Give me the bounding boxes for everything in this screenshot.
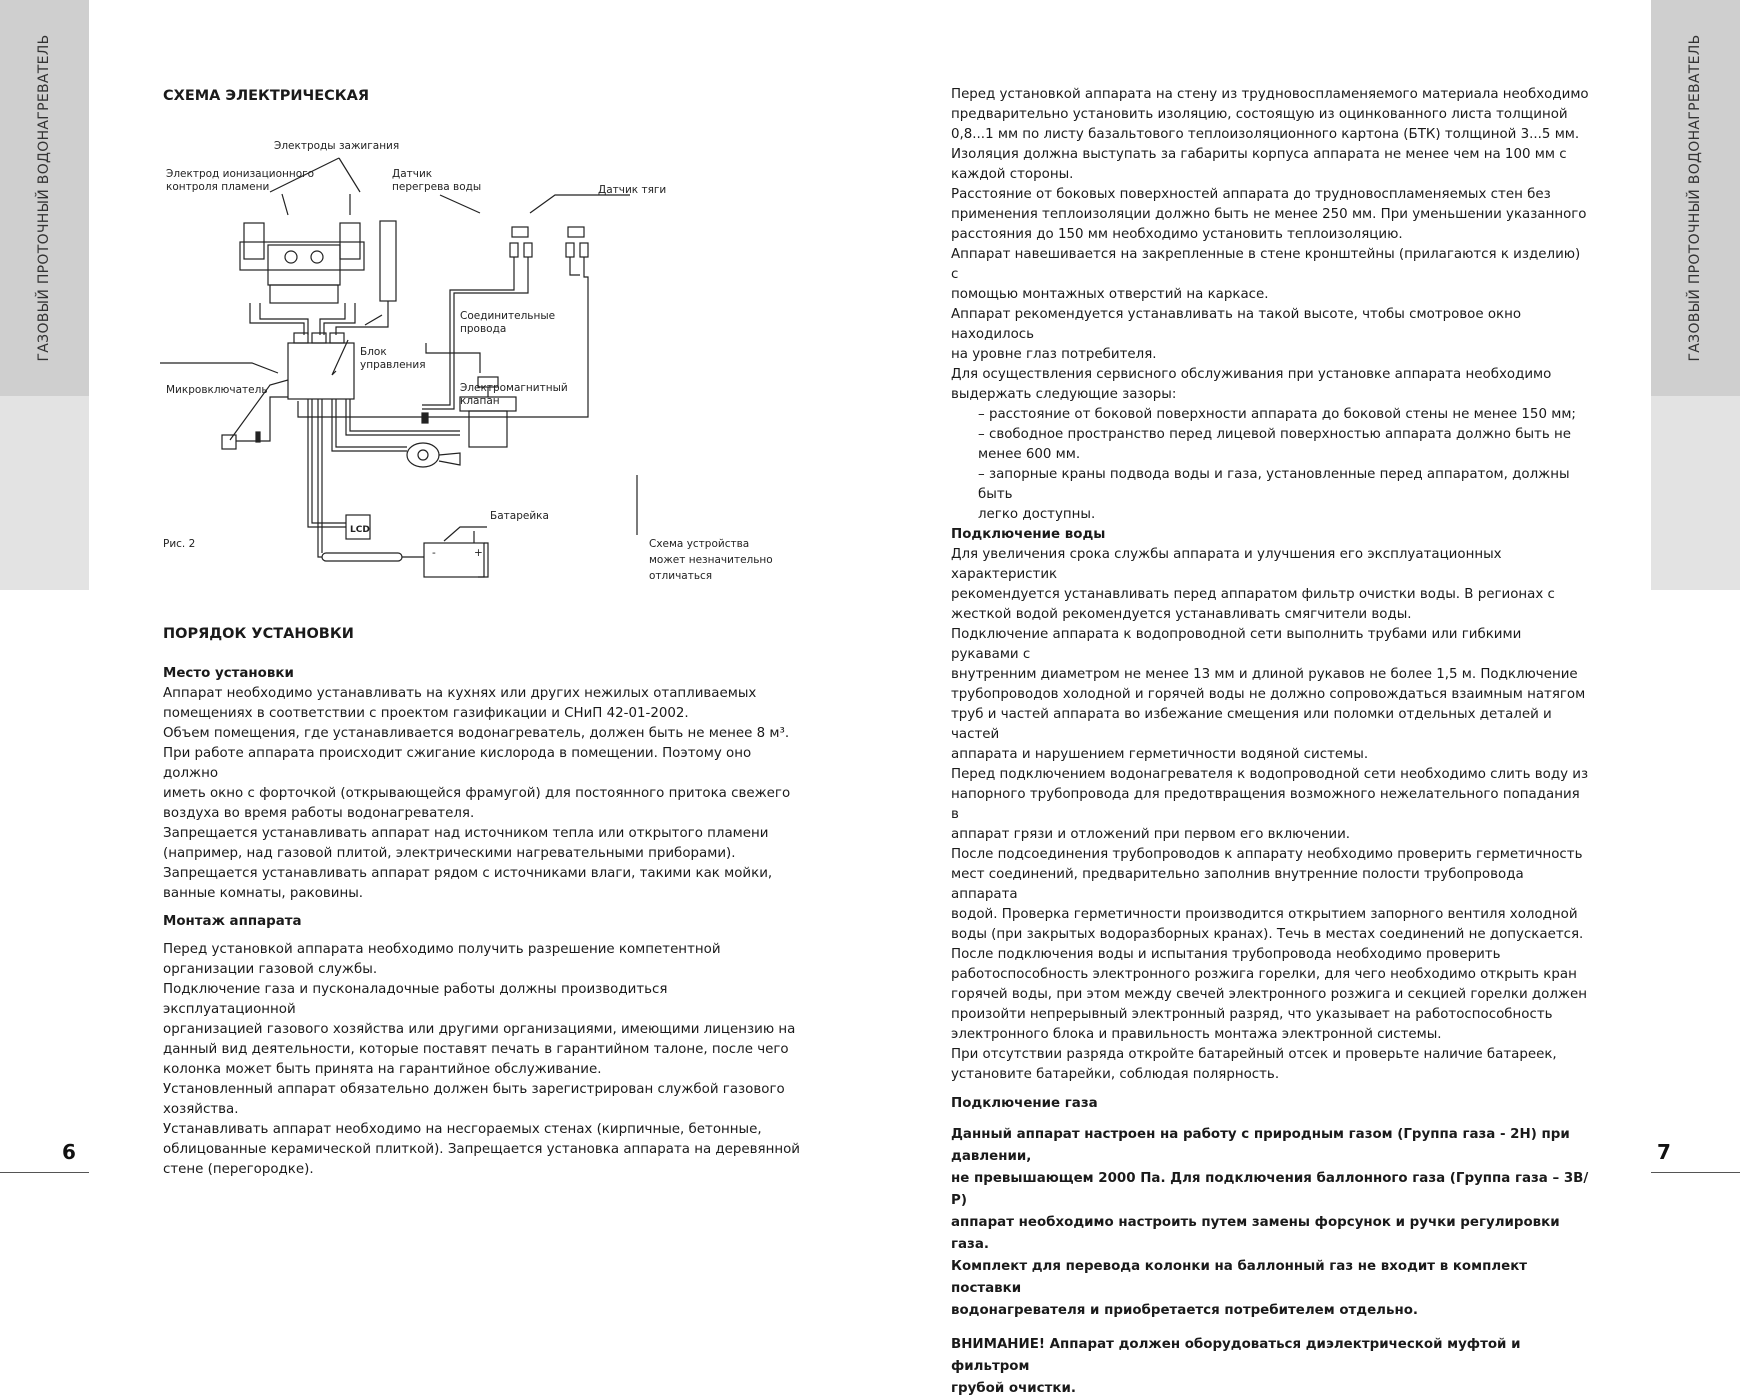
water-title: Подключение воды <box>951 527 1106 542</box>
right-column <box>951 85 1591 1400</box>
draft-sensor-pin-l <box>566 243 574 257</box>
battery-cable-wire <box>318 399 322 557</box>
burner-base <box>270 285 338 303</box>
side-tab-right <box>1651 0 1740 590</box>
mount-text <box>163 940 803 1180</box>
draft-sensor-pin-r <box>580 243 588 257</box>
warning-line: ВНИМАНИЕ! Аппарат должен оборудоваться диэлектрической муфтой и фильтром <box>951 1337 1521 1374</box>
side-title-right: ГАЗОВЫЙ ПРОТОЧНЫЙ ВОДОНАГРЕВАТЕЛЬ <box>1687 34 1703 362</box>
label-valve-2: клапан <box>460 395 500 407</box>
mount-title: Монтаж аппарата <box>163 914 302 929</box>
battery-callout <box>444 527 487 541</box>
intro-line: Перед установкой аппарата на стену из трудновоспламеняемого материала необходимо <box>951 87 1589 102</box>
page-divider-right <box>1651 1172 1740 1173</box>
gap-line: – свободное пространство перед лицевой поверхностью аппарата должно быть не <box>978 427 1571 442</box>
water-line: мест соединений, предварительно заполнив внутренние полости трубопровода аппарата <box>951 867 1524 902</box>
water-line: Для увеличения срока службы аппарата и улучшения его эксплуатационных характеристик <box>951 547 1502 582</box>
mount-line: стене (перегородке). <box>163 1162 314 1177</box>
page-number-right: 7 <box>1657 1140 1671 1164</box>
label-minus: - <box>432 547 436 559</box>
install-title: ПОРЯДОК УСТАНОВКИ <box>163 626 354 642</box>
overheat-sensor-top <box>512 227 528 237</box>
wire-electrode-e <box>336 301 388 335</box>
wiring-diagram <box>160 135 790 590</box>
gas-line: Комплект для перевода колонки на баллонный газ не входит в комплект поставки <box>951 1259 1528 1296</box>
place-line: (например, над газовой плитой, электрическими нагревательными приборами). <box>163 846 736 861</box>
intro-line: предварительно установить изоляцию, состоящую из оцинкованного листа толщиной <box>951 107 1568 122</box>
lcd-wires <box>308 399 346 527</box>
label-control-1: Блок <box>360 346 387 358</box>
gap-list <box>951 405 1591 525</box>
water-line: Подключение аппарата к водопроводной сети выполнить трубами или гибкими рукавами с <box>951 627 1522 662</box>
place-line: ванные комнаты, раковины. <box>163 886 364 901</box>
label-electrodes: Электроды зажигания <box>274 140 400 152</box>
intro-line: Аппарат навешивается на закрепленные в стене кронштейны (прилагаются к изделию) с <box>951 247 1581 282</box>
mount-line: Установленный аппарат обязательно должен быть зарегистрирован службой газового <box>163 1082 785 1097</box>
bracket <box>240 242 364 270</box>
gas-title: Подключение газа <box>951 1096 1098 1111</box>
label-ionization-2: контроля пламени <box>166 181 270 193</box>
water-line: произойти непрерывный электронный разряд, что указывает на работоспособность <box>951 1007 1553 1022</box>
microswitch-wire-2 <box>236 397 288 441</box>
water-line: водой. Проверка герметичности производится открытием запорного вентиля холодной <box>951 907 1578 922</box>
mount-line: колонка может быть принята на гарантийное обслуживание. <box>163 1062 602 1077</box>
water-line: жесткой водой рекомендуется устанавливать смягчители воды. <box>951 607 1412 622</box>
water-line: труб и частей аппарата во избежание смещения или поломки отдельных деталей и частей <box>951 707 1552 742</box>
gap-line: менее 600 мм. <box>978 447 1081 462</box>
water-line: Перед подключением водонагревателя к водопроводной сети необходимо слить воду из <box>951 767 1589 782</box>
scheme-title: СХЕМА ЭЛЕКТРИЧЕСКАЯ <box>163 88 370 104</box>
water-text <box>951 545 1591 1085</box>
intro-line: выдержать следующие зазоры: <box>951 387 1177 402</box>
water-line: электронного блока и правильность монтажа электронной системы. <box>951 1027 1442 1042</box>
label-battery: Батарейка <box>490 510 549 522</box>
connector-3 <box>330 333 344 343</box>
water-line: горячей воды, при этом между свечей электронного розжига и секцией горелки должен <box>951 987 1587 1002</box>
scheme-section <box>163 86 803 106</box>
electrode-middle <box>340 223 360 259</box>
intro-line: помощью монтажных отверстий на каркасе. <box>951 287 1269 302</box>
water-line: воды (при закрытых водоразборных кранах). Течь в местах соединений не допускается. <box>951 927 1584 942</box>
gap-line: – запорные краны подвода воды и газа, установленные перед аппаратом, должны быть <box>978 467 1570 502</box>
electrode-right <box>380 221 396 301</box>
water-line: трубопроводов холодной и горячей воды не должно сопровождаться взаимным натягом <box>951 687 1586 702</box>
switch-connector-mark <box>256 432 260 442</box>
intro-line: Аппарат рекомендуется устанавливать на такой высоте, чтобы смотровое окно находилось <box>951 307 1522 342</box>
label-microswitch: Микровключатель <box>166 384 268 396</box>
gas-line: не превышающем 2000 Па. Для подключения баллонного газа (Группа газа – 3В/Р) <box>951 1171 1589 1208</box>
microswitch-callout <box>160 363 278 373</box>
intro-line: 0,8...1 мм по листу базальтового теплоизоляционного картона (БТК) толщиной 3...5 мм. <box>951 127 1580 142</box>
intro-text <box>951 85 1591 405</box>
water-line: После подключения воды и испытания трубопровода необходимо проверить <box>951 947 1501 962</box>
label-note-2: может незначительно <box>649 554 773 566</box>
screw-left <box>285 251 297 263</box>
wire-electrode-b <box>260 303 308 335</box>
flow-wires <box>332 399 407 451</box>
place-line: помещениях в соответствии с проектом газификации и СНиП 42-01-2002. <box>163 706 689 721</box>
water-line: внутренним диаметром не менее 13 мм и длиной рукавов не более 1,5 м. Подключение <box>951 667 1578 682</box>
gap-line: – расстояние от боковой поверхности аппарата до боковой стены не менее 150 мм; <box>978 407 1576 422</box>
draft-sensor-top <box>568 227 584 237</box>
water-line: аппарата и нарушением герметичности водяной системы. <box>951 747 1369 762</box>
warning-text <box>951 1334 1591 1400</box>
label-overheat-1: Датчик <box>392 168 433 180</box>
burner-block <box>268 245 340 285</box>
gap-line: легко доступны. <box>978 507 1096 522</box>
valve-callout <box>426 343 480 373</box>
control-block <box>288 343 354 399</box>
connector-1 <box>294 333 308 343</box>
warning-line: грубой очистки. <box>951 1381 1076 1396</box>
water-line: напорного трубопровода для предотвращения возможного нежелательного попадания в <box>951 787 1580 822</box>
mount-line: Подключение газа и пусконаладочные работы должны производиться эксплуатационной <box>163 982 668 1017</box>
label-wires-1: Соединительные <box>460 310 556 322</box>
place-line: При работе аппарата происходит сжигание кислорода в помещении. Поэтому оно должно <box>163 746 752 781</box>
draft-wire-1 <box>570 257 580 275</box>
label-note-1: Схема устройства <box>649 538 750 550</box>
water-line: рекомендуется устанавливать перед аппаратом фильтр очистки воды. В регионах с <box>951 587 1555 602</box>
connector-mark <box>422 413 428 423</box>
water-line: работоспособность электронного розжига горелки, для чего необходимо открыть кран <box>951 967 1577 982</box>
intro-line: применения теплоизоляции должно быть не менее 250 мм. При уменьшении указанного <box>951 207 1587 222</box>
label-fig: Рис. 2 <box>163 538 196 550</box>
label-control-2: управления <box>360 359 426 371</box>
water-line: После подсоединения трубопроводов к аппарату необходимо проверить герметичность <box>951 847 1583 862</box>
battery-cable <box>322 553 402 561</box>
mount-line: Перед установкой аппарата необходимо получить разрешение компетентной <box>163 942 721 957</box>
ionization-callout <box>282 194 288 215</box>
mount-line: данный вид деятельности, которые поставят печать в гарантийном талоне, после чего <box>163 1042 789 1057</box>
gas-text <box>951 1124 1591 1322</box>
intro-line: каждой стороны. <box>951 167 1074 182</box>
intro-line: Изоляция должна выступать за габариты корпуса аппарата не менее чем на 100 мм с <box>951 147 1567 162</box>
gas-line: водонагревателя и приобретается потребителем отдельно. <box>951 1303 1418 1318</box>
microswitch-body <box>222 435 236 449</box>
water-line: При отсутствии разряда откройте батарейный отсек и проверьте наличие батареек, <box>951 1047 1557 1062</box>
label-valve-1: Электромагнитный <box>460 382 568 394</box>
install-section <box>163 624 803 1180</box>
side-title-left: ГАЗОВЫЙ ПРОТОЧНЫЙ ВОДОНАГРЕВАТЕЛЬ <box>36 34 52 362</box>
screw-right <box>311 251 323 263</box>
page-divider-left <box>0 1172 89 1173</box>
intro-line: Расстояние от боковых поверхностей аппарата до трудновоспламеняемых стен без <box>951 187 1551 202</box>
mount-line: организации газовой службы. <box>163 962 378 977</box>
intro-line: расстояния до 150 мм необходимо установить теплоизоляцию. <box>951 227 1403 242</box>
place-line: Аппарат необходимо устанавливать на кухнях или других нежилых отапливаемых <box>163 686 757 701</box>
side-tab-left <box>0 0 89 590</box>
place-line: Запрещается устанавливать аппарат рядом с источниками влаги, такими как мойки, <box>163 866 773 881</box>
label-lcd: LCD <box>350 525 370 535</box>
place-line: Объем помещения, где устанавливается водонагреватель, должен быть не менее 8 м³. <box>163 726 790 741</box>
sensor-callouts <box>440 195 630 213</box>
label-ionization-1: Электрод ионизационного <box>166 168 315 180</box>
intro-line: на уровне глаз потребителя. <box>951 347 1157 362</box>
place-title: Место установки <box>163 666 294 681</box>
overheat-sensor-pin-r <box>524 243 532 257</box>
place-text <box>163 684 803 904</box>
overheat-sensor-pin-l <box>510 243 518 257</box>
place-line: Запрещается устанавливать аппарат над источником тепла или открытого пламени <box>163 826 769 841</box>
place-line: воздуха во время работы водонагревателя. <box>163 806 475 821</box>
label-note-3: отличаться <box>649 570 713 582</box>
mount-line: хозяйства. <box>163 1102 239 1117</box>
flow-sensor <box>407 443 439 467</box>
electrode-left <box>244 223 264 259</box>
gas-line: аппарат необходимо настроить путем замены форсунок и ручки регулировки газа. <box>951 1215 1560 1252</box>
mount-line: облицованные керамической плиткой). Запрещается установка аппарата на деревянной <box>163 1142 801 1157</box>
flow-sensor-hub <box>418 450 428 460</box>
place-line: иметь окно с форточкой (открывающейся фрамугой) для постоянного притока свежего <box>163 786 791 801</box>
label-plus: + <box>474 547 483 559</box>
flow-sensor-tab <box>439 453 460 465</box>
label-draft: Датчик тяги <box>598 184 667 196</box>
water-line: аппарат грязи и отложений при первом его включении. <box>951 827 1351 842</box>
label-overheat-2: перегрева воды <box>392 181 482 193</box>
page-number-left: 6 <box>62 1140 76 1164</box>
mount-line: Устанавливать аппарат необходимо на несгораемых стенах (кирпичные, бетонные, <box>163 1122 762 1137</box>
mount-line: организацией газового хозяйства или другими организациями, имеющими лицензию на <box>163 1022 796 1037</box>
water-line: установите батарейки, соблюдая полярность. <box>951 1067 1280 1082</box>
label-wires-2: провода <box>460 323 507 335</box>
gas-line: Данный аппарат настроен на работу с природным газом (Группа газа - 2Н) при давлении, <box>951 1127 1570 1164</box>
intro-line: Для осуществления сервисного обслуживания при установке аппарата необходимо <box>951 367 1552 382</box>
